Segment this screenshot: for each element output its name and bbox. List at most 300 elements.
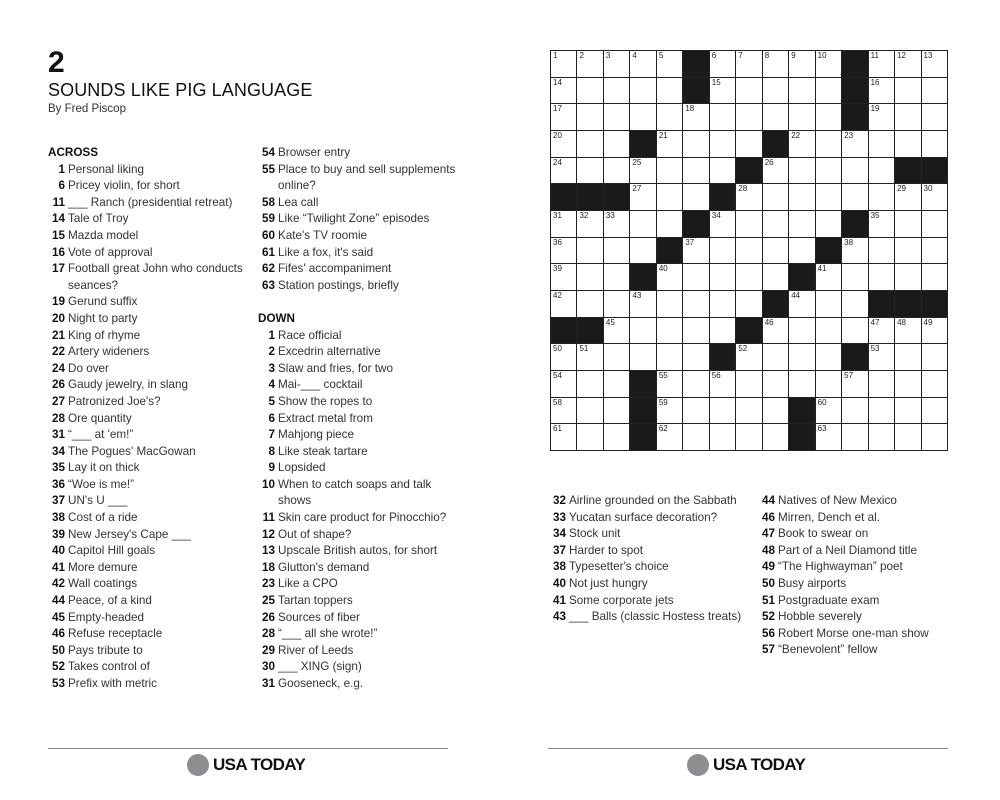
grid-cell[interactable]	[683, 318, 708, 344]
grid-cell[interactable]	[869, 398, 894, 424]
logo-circle-icon	[187, 754, 209, 776]
grid-cell[interactable]	[657, 264, 682, 290]
clue-number: 15	[51, 228, 65, 242]
grid-cell[interactable]	[630, 78, 655, 104]
clue-text: Empty-headed	[68, 610, 145, 624]
clue-number: 17	[51, 262, 65, 276]
grid-cell[interactable]	[551, 78, 576, 104]
clue-text: Glutton's demand	[278, 560, 370, 574]
grid-cell[interactable]	[895, 344, 920, 370]
grid-cell[interactable]	[789, 131, 814, 157]
clue-number: 37	[552, 543, 566, 557]
clue-number: 34	[51, 444, 65, 458]
clue-text: Like a fox, it's said	[278, 245, 374, 259]
grid-cell[interactable]	[842, 238, 867, 264]
grid-cell[interactable]	[869, 158, 894, 184]
grid-cell[interactable]	[604, 344, 629, 370]
grid-cell[interactable]	[763, 371, 788, 397]
grid-cell[interactable]	[869, 264, 894, 290]
black-square	[842, 78, 867, 104]
cell-number: 39	[553, 264, 562, 274]
grid-cell[interactable]	[816, 158, 841, 184]
grid-cell[interactable]	[604, 158, 629, 184]
grid-cell[interactable]	[710, 104, 735, 130]
grid-cell[interactable]	[922, 398, 947, 424]
grid-cell[interactable]	[922, 131, 947, 157]
grid-cell[interactable]	[657, 371, 682, 397]
grid-cell[interactable]	[789, 104, 814, 130]
clue-number: 23	[261, 577, 275, 591]
grid-cell[interactable]	[604, 318, 629, 344]
grid-cell[interactable]	[869, 211, 894, 237]
grid-cell[interactable]	[577, 211, 602, 237]
cell-number: 58	[553, 397, 562, 407]
down-clue	[549, 609, 749, 626]
grid-cell[interactable]	[577, 424, 602, 450]
grid-cell[interactable]	[869, 371, 894, 397]
grid-cell[interactable]	[710, 238, 735, 264]
grid-cell[interactable]	[816, 104, 841, 130]
grid-cell[interactable]	[683, 131, 708, 157]
across-clue	[48, 543, 248, 560]
clue-number: 51	[761, 593, 775, 607]
across-clue	[48, 626, 248, 643]
grid-cell[interactable]	[736, 131, 761, 157]
grid-cell[interactable]	[816, 344, 841, 370]
grid-cell[interactable]	[551, 264, 576, 290]
grid-cell[interactable]	[816, 51, 841, 77]
grid-cell[interactable]	[842, 264, 867, 290]
grid-cell[interactable]	[736, 51, 761, 77]
grid-cell[interactable]	[763, 51, 788, 77]
grid-cell[interactable]	[577, 291, 602, 317]
grid-cell[interactable]	[842, 318, 867, 344]
grid-cell[interactable]	[577, 78, 602, 104]
grid-cell[interactable]	[577, 371, 602, 397]
grid-cell[interactable]	[657, 291, 682, 317]
grid-cell[interactable]	[604, 238, 629, 264]
grid-cell[interactable]	[922, 344, 947, 370]
clue-number: 32	[552, 494, 566, 507]
grid-cell[interactable]	[736, 264, 761, 290]
grid-cell[interactable]	[895, 238, 920, 264]
grid-cell[interactable]	[763, 158, 788, 184]
grid-cell[interactable]	[816, 371, 841, 397]
clue-text: Gerund suffix	[68, 295, 138, 309]
cell-number: 27	[632, 184, 642, 194]
grid-cell[interactable]	[763, 104, 788, 130]
grid-cell[interactable]	[736, 104, 761, 130]
cell-number: 34	[711, 210, 721, 220]
grid-cell[interactable]	[869, 104, 894, 130]
grid-cell[interactable]	[842, 158, 867, 184]
grid-cell[interactable]	[816, 78, 841, 104]
grid-cell[interactable]	[869, 344, 894, 370]
clue-text: Part of a Neil Diamond title	[778, 543, 918, 557]
grid-cell[interactable]	[710, 318, 735, 344]
grid-cell[interactable]	[869, 424, 894, 450]
down-clue	[758, 626, 958, 643]
grid-cell[interactable]	[789, 78, 814, 104]
cell-number: 55	[658, 370, 668, 380]
grid-cell[interactable]	[710, 291, 735, 317]
grid-cell[interactable]	[710, 424, 735, 450]
cell-number: 59	[658, 397, 668, 407]
grid-cell[interactable]	[604, 211, 629, 237]
grid-cell[interactable]	[895, 424, 920, 450]
cell-number: 44	[791, 290, 801, 300]
grid-cell[interactable]	[710, 371, 735, 397]
grid-cell[interactable]	[657, 78, 682, 104]
grid-cell[interactable]	[736, 211, 761, 237]
grid-cell[interactable]	[842, 184, 867, 210]
grid-cell[interactable]	[895, 318, 920, 344]
grid-cell[interactable]	[630, 51, 655, 77]
grid-cell[interactable]	[789, 184, 814, 210]
grid-cell[interactable]	[816, 184, 841, 210]
grid-cell[interactable]	[604, 264, 629, 290]
grid-cell[interactable]	[604, 78, 629, 104]
clue-number: 19	[51, 295, 65, 309]
grid-cell[interactable]	[683, 104, 708, 130]
grid-cell[interactable]	[577, 398, 602, 424]
grid-cell[interactable]	[842, 371, 867, 397]
grid-cell[interactable]	[816, 318, 841, 344]
grid-cell[interactable]	[710, 211, 735, 237]
grid-cell[interactable]	[551, 51, 576, 77]
across-clue	[48, 593, 248, 610]
grid-cell[interactable]	[922, 238, 947, 264]
black-square	[842, 344, 867, 370]
grid-cell[interactable]	[577, 238, 602, 264]
clue-number: 27	[51, 394, 65, 408]
grid-cell[interactable]	[604, 131, 629, 157]
across-clue	[48, 527, 248, 544]
grid-cell[interactable]	[683, 184, 708, 210]
clue-number: 9	[268, 461, 275, 475]
clue-number: 48	[761, 543, 775, 557]
grid-cell[interactable]	[577, 51, 602, 77]
grid-cell[interactable]	[895, 264, 920, 290]
grid-cell[interactable]	[630, 211, 655, 237]
grid-cell[interactable]	[895, 51, 920, 77]
down-clue	[549, 493, 749, 510]
grid-cell[interactable]	[789, 291, 814, 317]
clue-number: 46	[761, 510, 775, 524]
grid-cell[interactable]	[551, 344, 576, 370]
grid-cell[interactable]	[630, 184, 655, 210]
logo-text: USA TODAY	[713, 755, 806, 774]
grid-cell[interactable]	[683, 291, 708, 317]
puzzle-title: SOUNDS LIKE PIG LANGUAGE	[48, 80, 313, 100]
clue-text: Excedrin alternative	[278, 345, 381, 359]
grid-cell[interactable]	[763, 344, 788, 370]
grid-cell[interactable]	[922, 51, 947, 77]
black-square	[630, 398, 655, 424]
grid-cell[interactable]	[922, 184, 947, 210]
cell-number: 16	[870, 77, 880, 87]
down-clue	[258, 477, 458, 510]
grid-cell[interactable]	[895, 104, 920, 130]
grid-cell[interactable]	[816, 424, 841, 450]
down-clue	[258, 361, 458, 378]
grid-cell[interactable]	[577, 131, 602, 157]
grid-cell[interactable]	[710, 51, 735, 77]
clue-text: “___ all she wrote!”	[278, 627, 378, 641]
grid-cell[interactable]	[789, 158, 814, 184]
down-clue	[258, 344, 458, 361]
down-clue	[258, 427, 458, 444]
across-clue	[48, 427, 248, 444]
grid-cell[interactable]	[816, 398, 841, 424]
grid-cell[interactable]	[710, 398, 735, 424]
grid-cell[interactable]	[736, 78, 761, 104]
grid-cell[interactable]	[895, 371, 920, 397]
grid-cell[interactable]	[657, 211, 682, 237]
clue-number: 50	[761, 576, 775, 590]
black-square	[842, 51, 867, 77]
cell-number: 52	[738, 344, 748, 354]
grid-cell[interactable]	[736, 184, 761, 210]
grid-cell[interactable]	[551, 291, 576, 317]
grid-cell[interactable]	[736, 238, 761, 264]
across-clue	[258, 245, 458, 262]
puzzle-byline: By Fred Piscop	[48, 103, 126, 115]
grid-cell[interactable]	[630, 291, 655, 317]
clue-text: The Pogues' MacGowan	[68, 444, 196, 458]
grid-cell[interactable]	[816, 291, 841, 317]
clue-number: 50	[51, 643, 65, 657]
clue-number: 57	[761, 643, 775, 657]
down-clue	[758, 510, 958, 527]
grid-cell[interactable]	[789, 238, 814, 264]
down-clue	[549, 510, 749, 527]
clue-text: Busy airports	[778, 576, 847, 590]
cell-number: 54	[553, 370, 562, 380]
grid-cell[interactable]	[710, 264, 735, 290]
clue-text: Patronized Joe's?	[68, 394, 161, 408]
grid-cell[interactable]	[736, 398, 761, 424]
clue-number: 38	[51, 511, 65, 525]
grid-cell[interactable]	[922, 371, 947, 397]
grid-cell[interactable]	[604, 371, 629, 397]
across-clue	[48, 162, 248, 179]
grid-cell[interactable]	[922, 211, 947, 237]
grid-cell[interactable]	[869, 51, 894, 77]
grid-cell[interactable]	[630, 238, 655, 264]
across-clue	[48, 411, 248, 428]
grid-cell[interactable]	[736, 424, 761, 450]
grid-cell[interactable]	[922, 424, 947, 450]
grid-cell[interactable]	[551, 104, 576, 130]
grid-cell[interactable]	[789, 51, 814, 77]
grid-cell[interactable]	[630, 158, 655, 184]
grid-cell[interactable]	[842, 291, 867, 317]
grid-cell[interactable]	[657, 398, 682, 424]
cell-number: 41	[817, 264, 827, 274]
grid-cell[interactable]	[869, 238, 894, 264]
grid-cell[interactable]	[842, 424, 867, 450]
clue-number: 13	[261, 544, 275, 558]
grid-cell[interactable]	[551, 131, 576, 157]
grid-cell[interactable]	[683, 344, 708, 370]
grid-cell[interactable]	[789, 371, 814, 397]
grid-cell[interactable]	[657, 184, 682, 210]
clue-text: Personal liking	[68, 162, 145, 176]
clue-number: 11	[52, 195, 65, 209]
down-clue	[758, 526, 958, 543]
grid-cell[interactable]	[604, 104, 629, 130]
grid-cell[interactable]	[604, 51, 629, 77]
grid-cell[interactable]	[763, 211, 788, 237]
grid-cell[interactable]	[842, 131, 867, 157]
across-clue	[258, 278, 458, 295]
black-square	[763, 291, 788, 317]
grid-cell[interactable]	[710, 78, 735, 104]
grid-cell[interactable]	[683, 398, 708, 424]
grid-cell[interactable]	[683, 158, 708, 184]
across-clues-column-1	[48, 145, 248, 693]
grid-cell[interactable]	[842, 398, 867, 424]
across-clue	[48, 228, 248, 245]
grid-cell[interactable]	[551, 398, 576, 424]
grid-cell[interactable]	[869, 131, 894, 157]
grid-cell[interactable]	[657, 344, 682, 370]
grid-cell[interactable]	[922, 104, 947, 130]
grid-cell[interactable]	[789, 344, 814, 370]
grid-cell[interactable]	[763, 238, 788, 264]
grid-cell[interactable]	[763, 264, 788, 290]
clue-number: 6	[58, 179, 65, 193]
cell-number: 32	[579, 210, 589, 220]
clue-text: “Woe is me!”	[68, 477, 135, 491]
grid-cell[interactable]	[736, 291, 761, 317]
grid-cell[interactable]	[789, 211, 814, 237]
grid-cell[interactable]	[763, 398, 788, 424]
grid-cell[interactable]	[630, 344, 655, 370]
grid-cell[interactable]	[551, 238, 576, 264]
across-clue	[48, 493, 248, 510]
grid-cell[interactable]	[869, 184, 894, 210]
grid-cell[interactable]	[630, 104, 655, 130]
grid-cell[interactable]	[816, 131, 841, 157]
grid-cell[interactable]	[922, 78, 947, 104]
grid-cell[interactable]	[604, 291, 629, 317]
grid-cell[interactable]	[683, 424, 708, 450]
black-square	[630, 371, 655, 397]
grid-cell[interactable]	[816, 211, 841, 237]
cell-number: 28	[738, 184, 748, 194]
grid-cell[interactable]	[710, 131, 735, 157]
grid-cell[interactable]	[922, 264, 947, 290]
grid-cell[interactable]	[710, 158, 735, 184]
clue-number: 41	[51, 560, 65, 574]
grid-cell[interactable]	[922, 318, 947, 344]
clue-number: 2	[268, 345, 275, 359]
grid-cell[interactable]	[895, 184, 920, 210]
grid-cell[interactable]	[736, 371, 761, 397]
clue-text: When to catch soaps and talk shows	[278, 477, 432, 508]
cell-number: 14	[553, 77, 562, 87]
clue-text: King of rhyme	[68, 328, 141, 342]
grid-cell[interactable]	[763, 184, 788, 210]
clue-number: 53	[51, 677, 65, 690]
grid-cell[interactable]	[895, 211, 920, 237]
grid-cell[interactable]	[869, 78, 894, 104]
grid-cell[interactable]	[763, 78, 788, 104]
cell-number: 9	[791, 51, 796, 60]
across-clue	[258, 261, 458, 278]
grid-cell[interactable]	[577, 158, 602, 184]
cell-number: 60	[817, 397, 827, 407]
down-clue	[258, 560, 458, 577]
grid-cell[interactable]	[789, 318, 814, 344]
grid-cell[interactable]	[869, 318, 894, 344]
clue-text: Fifes' accompaniment	[278, 262, 392, 276]
grid-cell[interactable]	[551, 158, 576, 184]
cell-number: 17	[553, 104, 562, 114]
black-square	[683, 51, 708, 77]
grid-cell[interactable]	[577, 344, 602, 370]
grid-cell[interactable]	[895, 78, 920, 104]
grid-cell[interactable]	[577, 104, 602, 130]
clue-text: Ore quantity	[68, 411, 132, 425]
clue-text: Gaudy jewelry, in slang	[68, 378, 188, 392]
grid-cell[interactable]	[763, 318, 788, 344]
cell-number: 56	[711, 370, 721, 380]
across-clue	[48, 377, 248, 394]
clue-text: ___ XING (sign)	[278, 660, 362, 674]
grid-cell[interactable]	[763, 424, 788, 450]
grid-cell[interactable]	[657, 318, 682, 344]
clue-number: 41	[552, 593, 566, 607]
grid-cell[interactable]	[683, 264, 708, 290]
down-clue	[758, 593, 958, 610]
grid-cell[interactable]	[657, 51, 682, 77]
clue-text: Out of shape?	[278, 527, 352, 541]
clue-text: “The Highwayman” poet	[778, 560, 903, 574]
grid-cell[interactable]	[683, 371, 708, 397]
down-clue	[758, 493, 958, 510]
clue-text: Kate's TV roomie	[278, 228, 368, 242]
grid-cell[interactable]	[551, 371, 576, 397]
black-square	[789, 398, 814, 424]
grid-cell[interactable]	[630, 318, 655, 344]
grid-cell[interactable]	[657, 424, 682, 450]
grid-cell[interactable]	[577, 264, 602, 290]
grid-cell[interactable]	[816, 264, 841, 290]
grid-cell[interactable]	[895, 398, 920, 424]
grid-cell[interactable]	[657, 104, 682, 130]
clue-number: 49	[761, 560, 775, 574]
grid-cell[interactable]	[551, 211, 576, 237]
across-clue	[258, 211, 458, 228]
grid-cell[interactable]	[895, 131, 920, 157]
footer-divider	[48, 748, 448, 749]
down-clue	[258, 543, 458, 560]
grid-cell[interactable]	[683, 238, 708, 264]
clue-number: 42	[51, 577, 65, 591]
grid-cell[interactable]	[657, 131, 682, 157]
down-clue	[258, 659, 458, 676]
grid-cell[interactable]	[736, 344, 761, 370]
grid-cell[interactable]	[551, 424, 576, 450]
clue-number: 46	[51, 627, 65, 641]
grid-cell[interactable]	[657, 158, 682, 184]
grid-cell[interactable]	[604, 398, 629, 424]
cell-number: 15	[711, 77, 721, 87]
grid-cell[interactable]	[604, 424, 629, 450]
